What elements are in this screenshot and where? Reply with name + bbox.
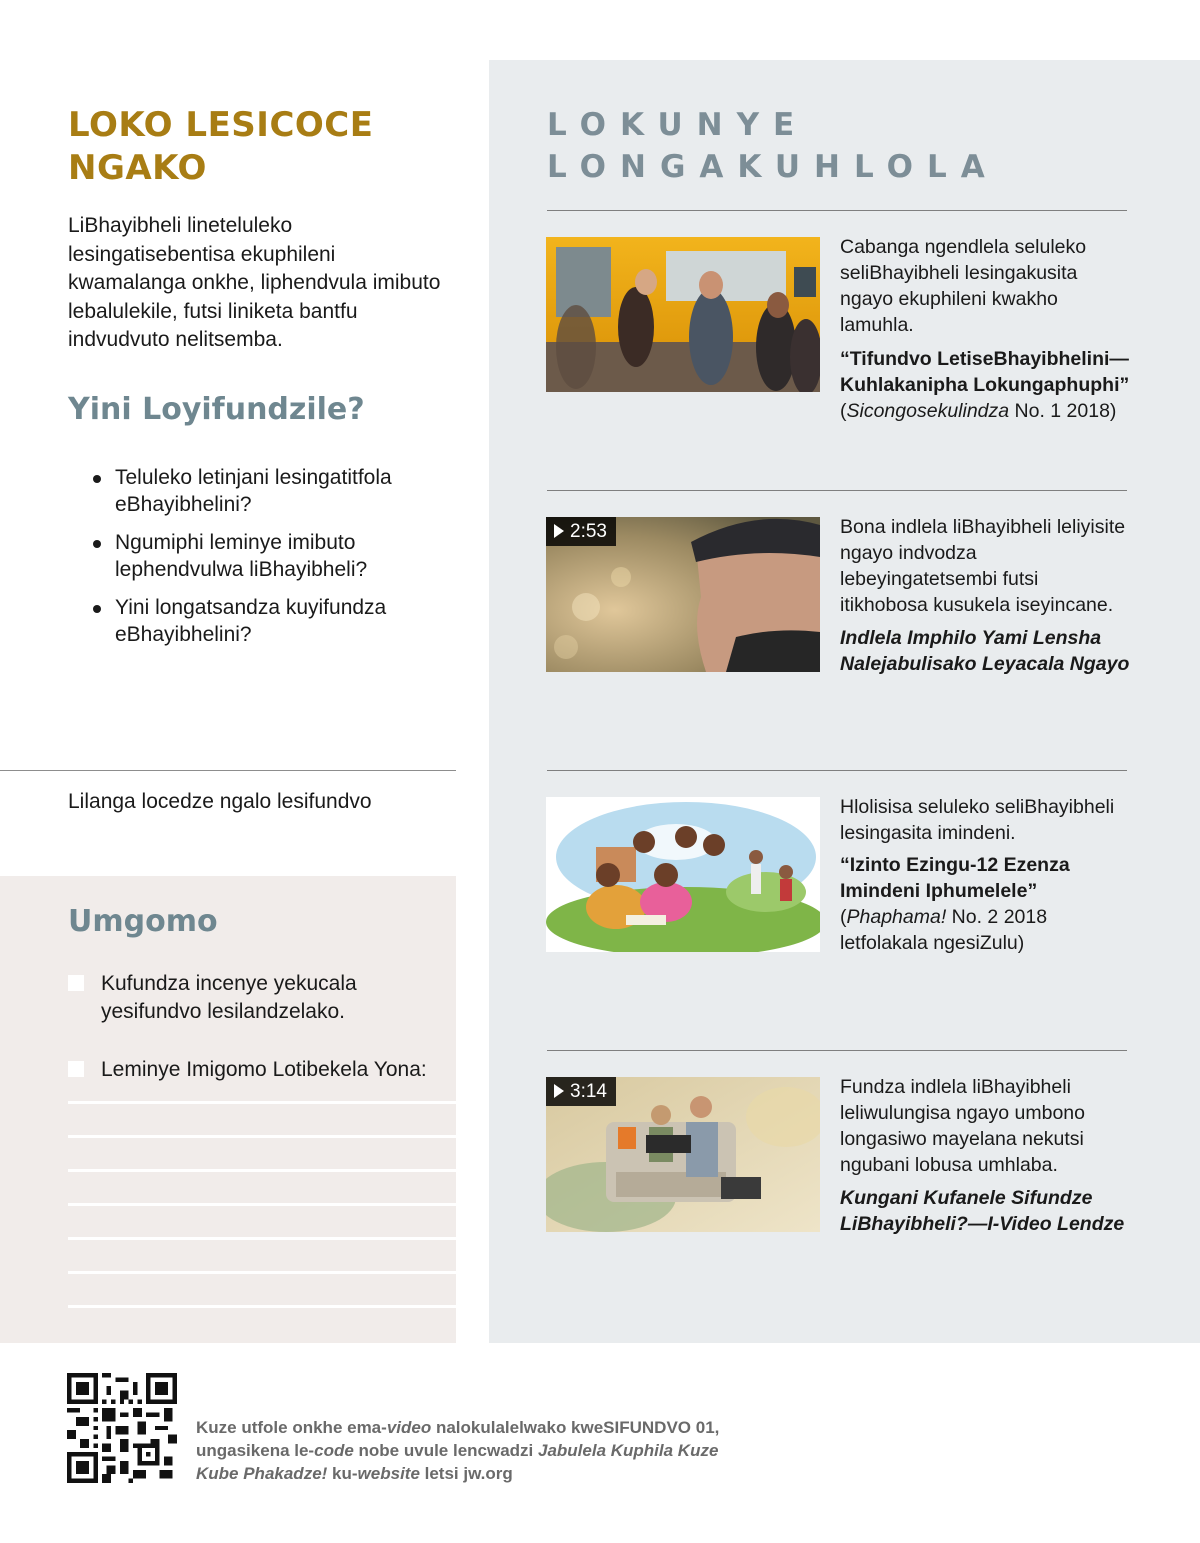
checkbox-icon[interactable]: [68, 975, 84, 991]
footer-text: nobe uvule lencwadzi: [353, 1441, 538, 1460]
question-text: Teluleko letinjani lesingatitfola eBhayibhelini?: [115, 466, 392, 516]
video-duration-badge: [546, 1077, 616, 1106]
footer-text: website: [357, 1464, 420, 1483]
divider: [547, 1050, 1127, 1051]
list-item: [90, 464, 450, 518]
item-reference[interactable]: [840, 852, 1130, 956]
bullet-icon: [93, 540, 101, 548]
item-reference[interactable]: Indlela Imphilo Yami Lensha Nalejabulisako Leyacala Ngayo: [840, 627, 1130, 675]
reference-issue: No. 1 2018): [1009, 400, 1117, 422]
item-reference[interactable]: [840, 346, 1130, 424]
bullet-icon: [93, 605, 101, 613]
learned-heading: Yini Loyifundzile?: [68, 392, 365, 427]
reference-issue: No. 2 2018 letfolakala ngesiZulu): [840, 906, 1048, 954]
divider: [547, 770, 1127, 771]
list-item: [90, 529, 450, 583]
item-description: Fundza indlela liBhayibheli leliwulungisa ngayo umbono longasiwo mayelana nekutsi ngubani lobusa umhlaba.: [840, 1076, 1085, 1176]
list-item: [90, 594, 450, 648]
man-video-thumbnail[interactable]: [546, 517, 820, 672]
reference-publication: Sicongosekulindza: [846, 400, 1010, 422]
goal-text: Leminye Imigomo Lotibekela Yona:: [101, 1058, 427, 1081]
item-description: Cabanga ngendlela seluleko seliBhayibheli lesingakusita ngayo ekuphileni kwakho lamuhla.: [840, 236, 1087, 336]
divider: [547, 210, 1127, 211]
reference-title[interactable]: “Izinto Ezingu-12 Ezenza Imindeni Iphumelele”: [840, 854, 1070, 902]
writing-line[interactable]: [68, 1169, 456, 1172]
writing-line[interactable]: [68, 1101, 456, 1104]
couple-video-thumbnail[interactable]: [546, 1077, 820, 1232]
play-icon: [554, 524, 564, 538]
writing-line[interactable]: [68, 1203, 456, 1206]
reference-publication: Phaphama!: [846, 906, 947, 928]
summary-title: LOKO LESICOCE NGAKO: [68, 105, 374, 188]
writing-line[interactable]: [68, 1237, 456, 1240]
commuters-train-image[interactable]: [546, 237, 820, 392]
divider: [0, 770, 456, 771]
footer-text: ku-: [327, 1464, 358, 1483]
checkbox-icon[interactable]: [68, 1061, 84, 1077]
review-questions: [90, 464, 450, 659]
footer-book-title: Jabulela Kuphila Kuze Kube Phakadze!: [196, 1441, 719, 1483]
question-text: Ngumiphi leminye imibuto lephendvulwa liBhayibheli?: [115, 531, 368, 581]
goal-text: Kufundza incenye yekucala yesifundvo lesilandzelako.: [101, 972, 357, 1023]
goal-heading: Umgomo: [68, 904, 218, 939]
family-illustration[interactable]: [546, 797, 820, 952]
explore-title: LOKUNYE LONGAKUHLOLA: [547, 107, 999, 185]
footer-note: [196, 1416, 756, 1485]
writing-line[interactable]: [68, 1135, 456, 1138]
qr-code-icon[interactable]: [67, 1373, 177, 1483]
item-reference[interactable]: Kungani Kufanele Sifundze LiBhayibheli?—I-Video Lendze: [840, 1187, 1125, 1235]
divider: [547, 490, 1127, 491]
question-text: Yini longatsandza kuyifundza eBhayibhelini?: [115, 596, 387, 646]
duration-text: 2:53: [570, 521, 607, 542]
writing-line[interactable]: [68, 1271, 456, 1274]
goal-item[interactable]: [68, 1056, 453, 1084]
play-icon: [554, 1084, 564, 1098]
footer-text: code: [314, 1441, 354, 1460]
date-label: Lilanga locedze ngalo lesifundvo: [68, 790, 372, 813]
footer-text: letsi jw.org: [419, 1464, 513, 1483]
writing-line[interactable]: [68, 1305, 456, 1308]
reference-open: (: [840, 400, 847, 422]
item-description: Hlolisisa seluleko seliBhayibheli lesingasita imindeni.: [840, 796, 1115, 844]
video-duration-badge: [546, 517, 616, 546]
goal-item[interactable]: [68, 970, 453, 1026]
duration-text: 3:14: [570, 1081, 607, 1102]
item-description: Bona indlela liBhayibheli leliyisite ngayo indvodza lebeyingatetsembi futsi itikhobosa kusukela iseyincane.: [840, 516, 1126, 616]
footer-text: nalokulalelwako kweSIFUNDVO 01, ungasikena le-: [196, 1418, 720, 1460]
bullet-icon: [93, 475, 101, 483]
footer-text: Kuze utfole onkhe ema-: [196, 1418, 387, 1437]
reference-open: (: [840, 906, 847, 928]
footer-text: video: [386, 1418, 432, 1437]
reference-title[interactable]: “Tifundvo LetiseBhayibhelini—Kuhlakanipha Lokungaphuphi”: [840, 348, 1130, 396]
summary-text: LiBhayibheli lineteluleko lesingatisebentisa ekuphileni kwamalanga onkhe, liphendvula imibuto lebalulekile, futsi liniketa bantfu indvudvuto nelitsemba.: [68, 214, 441, 351]
